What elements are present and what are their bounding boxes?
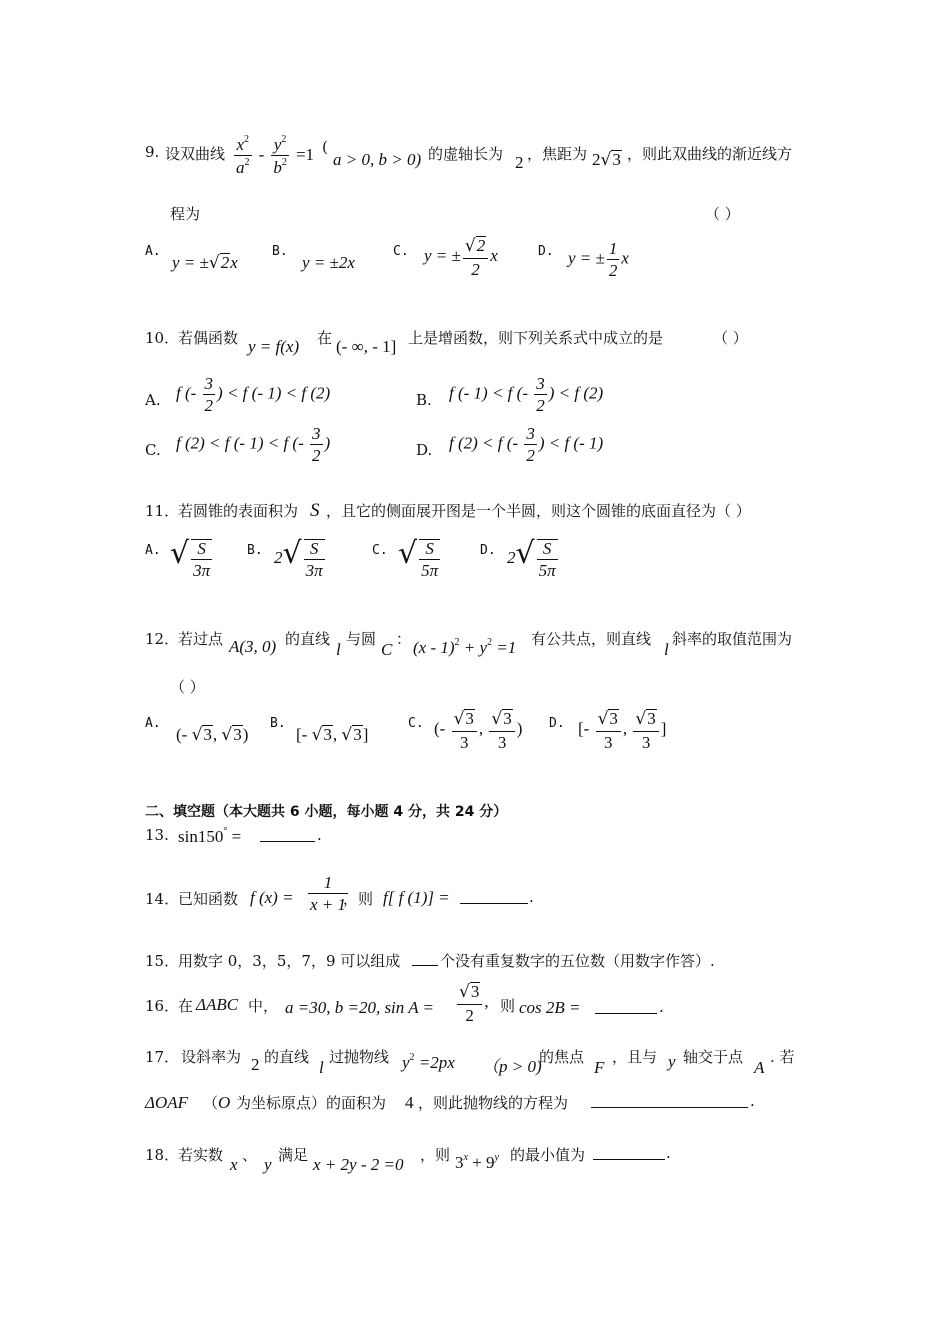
q9-hyperbola-equation: $\frac{x^2}{a^2}$ - $\frac{y^2}{b^2}$ =1: [236, 134, 315, 177]
q12-stem-prefix: 若过点: [178, 630, 224, 648]
q16-in: 在: [178, 997, 194, 1015]
q17-mid1: 的直线: [264, 1048, 310, 1066]
q9-axis-length: 2: [515, 153, 524, 172]
q10-interval: (- ∞, - 1]: [336, 337, 397, 356]
q9-option-a-label: A.: [145, 244, 161, 259]
q18-x-symbol: x: [230, 1155, 238, 1174]
q12-option-d: [- $\frac{√3}{3}$ , $\frac{√3}{3}$ ]: [578, 709, 667, 752]
q12-option-b: [- √3, √3]: [296, 725, 369, 745]
q18-stem-prefix: 若实数: [178, 1146, 224, 1164]
q12-answer-bracket: （ ）: [170, 678, 205, 696]
q10-option-b: f (- 1) < f (- $\frac{3}{2}$ ) < f (2): [449, 374, 604, 415]
q16-mid: 中，: [248, 997, 279, 1015]
q17-parabola: $y^2 =2px$: [402, 1052, 455, 1072]
q16-then: 则: [500, 997, 516, 1015]
q11-option-c: √ $\frac{S}{5\pi}$: [398, 536, 439, 581]
q12-option-c: (- $\frac{√3}{3}$ , $\frac{√3}{3}$ ): [434, 709, 523, 752]
q9-stem-mid2: ，焦距为: [527, 145, 588, 163]
q9-option-a: y = ±√2x: [172, 253, 238, 273]
section-2-title: 二、填空题（本大题共 6 小题，每小题 4 分，共 24 分）: [145, 804, 508, 820]
q17-mid2: 过抛物线: [329, 1048, 390, 1066]
q11-option-a: √ $\frac{S}{3\pi}$: [170, 536, 211, 581]
q12-option-a: (- √3, √3): [176, 725, 249, 745]
q16-cos-expression: cos 2B =: [519, 998, 581, 1017]
q12-line-symbol-2: l: [664, 640, 669, 659]
q18-mid: 满足: [278, 1146, 309, 1164]
q13-number: 13.: [145, 826, 169, 844]
q17-stem-prefix: 设斜率为: [181, 1048, 242, 1066]
q9-option-c-label: C.: [393, 244, 409, 259]
q18-constraint: x + 2y - 2 =0: [313, 1155, 404, 1174]
q18-expression: $3^x + 9^y$: [455, 1152, 499, 1172]
q12-number: 12．: [145, 630, 180, 648]
q15-stem-part2: 个没有重复数字的五位数（用数字作答）.: [440, 952, 715, 970]
q15-answer-blank[interactable]: [412, 951, 438, 970]
q12-colon: ：: [396, 630, 412, 648]
q16-number: 16．: [145, 997, 180, 1015]
q17-y-symbol: y: [668, 1052, 676, 1071]
q16-given: a =30, b =20, sin A =: [285, 998, 435, 1017]
q12-stem-mid1: 的直线: [285, 630, 331, 648]
q17-origin-symbol: O: [218, 1093, 231, 1112]
q17-number: 17．: [145, 1048, 180, 1066]
q18-answer-blank[interactable]: [593, 1145, 665, 1164]
q10-option-a-label: A.: [145, 391, 161, 409]
q17-line2-post: ，则此抛物线的方程为: [418, 1094, 569, 1112]
q9-focal-distance: 2√3: [592, 150, 621, 170]
q10-stem-prefix: 若偶函数: [178, 329, 239, 347]
q17-condition: （p > 0): [482, 1057, 542, 1076]
q18-post: 的最小值为: [510, 1146, 586, 1164]
q10-option-c-label: C.: [145, 441, 161, 459]
q10-stem-post: 上是增函数，则下列关系式中成立的是: [408, 329, 664, 347]
q12-circle-equation: $(x - 1)^2 + y^2 =1$: [413, 637, 517, 657]
q14-expression: f[ f (1)] =: [383, 888, 450, 907]
q9-stem-line2: 程为: [170, 205, 201, 223]
q17-triangle: ΔOAF: [145, 1093, 189, 1112]
q18-number: 18．: [145, 1146, 180, 1164]
q18-period: .: [666, 1144, 671, 1162]
q10-function: y = f(x): [248, 337, 300, 356]
q17-mid4: ，且与: [612, 1048, 658, 1066]
q14-stem-prefix: 已知函数: [178, 890, 239, 908]
q12-stem-post2: 斜率的取值范围为: [672, 630, 793, 648]
q13-expression: sin150° =: [178, 826, 242, 846]
q18-separator: 、: [242, 1146, 258, 1164]
q12-option-a-label: A.: [145, 716, 161, 731]
q17-line2-mid: 为坐标原点）的面积为: [236, 1094, 387, 1112]
q17-mid5: 轴交于点: [683, 1048, 744, 1066]
q10-in: 在: [317, 329, 333, 347]
q17-slope: 2: [251, 1055, 260, 1074]
q16-answer-blank[interactable]: [595, 999, 657, 1018]
q11-option-c-label: C.: [372, 543, 388, 558]
q11-option-a-label: A.: [145, 543, 161, 558]
q11-option-d-label: D.: [480, 543, 496, 558]
q9-answer-bracket: （ ）: [705, 205, 740, 223]
q10-option-a: f (- $\frac{3}{2}$ ) < f (- 1) < f (2): [176, 374, 331, 415]
q11-number: 11．: [145, 502, 180, 520]
q13-period: .: [317, 826, 322, 844]
q17-point-symbol: A: [754, 1058, 765, 1077]
q17-area: 4: [405, 1093, 414, 1112]
q9-option-d-label: D.: [538, 244, 554, 259]
q17-mid3: 的焦点: [539, 1048, 585, 1066]
q17-focus-symbol: F: [594, 1058, 605, 1077]
q12-option-d-label: D.: [549, 716, 565, 731]
q11-option-d: 2√ $\frac{S}{5\pi}$: [507, 536, 556, 581]
q9-option-d: y = ± $\frac{1}{2}$ x: [568, 239, 629, 280]
q9-open-paren: (: [322, 138, 328, 156]
q14-number: 14．: [145, 890, 180, 908]
q15-number: 15．: [145, 952, 180, 970]
q14-stem-mid: ，则: [343, 890, 374, 908]
q15-stem-part1: 用数字 0，3，5，7，9 可以组成: [178, 952, 401, 970]
q11-option-b-label: B.: [247, 543, 263, 558]
q14-answer-blank[interactable]: [460, 889, 528, 908]
q9-stem-prefix: 设双曲线: [165, 145, 226, 163]
q17-line-symbol: l: [319, 1058, 324, 1077]
q9-option-c: y = ± $\frac{√2}{2}$ x: [424, 236, 498, 279]
q14-period: .: [529, 888, 534, 906]
q17-period: .: [750, 1092, 755, 1110]
q10-option-d-label: D.: [416, 441, 433, 459]
q10-answer-bracket: （ ）: [713, 329, 748, 347]
q11-stem-post: ，且它的侧面展开图是一个半圆，则这个圆锥的底面直径为（ ）: [326, 502, 751, 520]
q12-stem-post: 有公共点，则直线: [531, 630, 652, 648]
q9-option-b: y = ±2x: [302, 253, 355, 272]
q11-stem-prefix: 若圆锥的表面积为: [178, 502, 299, 520]
q9-condition: a > 0, b > 0): [333, 150, 422, 169]
q14-function-fraction: $\frac{1}{x + 1}$: [310, 873, 347, 914]
q12-option-b-label: B.: [270, 716, 286, 731]
q10-option-b-label: B.: [416, 391, 432, 409]
q9-stem-mid1: 的虚轴长为: [428, 145, 504, 163]
q12-line-symbol: l: [336, 640, 341, 659]
q16-period: .: [659, 998, 664, 1016]
q12-circle-symbol: C: [381, 640, 393, 659]
q11-option-b: 2√ $\frac{S}{3\pi}$: [274, 536, 323, 581]
q11-area-symbol: S: [310, 500, 320, 521]
q18-mid2: ，则: [420, 1146, 451, 1164]
q9-number: 9.: [145, 143, 160, 161]
q12-stem-mid2: 与圆: [346, 630, 377, 648]
q16-triangle: ΔABC: [196, 995, 239, 1014]
q14-function-lhs: f (x) =: [250, 888, 294, 907]
q17-post: . 若: [770, 1048, 795, 1066]
q16-sin-fraction: $\frac{√3}{2}$ ,: [459, 982, 489, 1025]
q17-line2-open: （: [203, 1094, 219, 1112]
q12-option-c-label: C.: [408, 716, 424, 731]
q9-stem-post: ，则此双曲线的渐近线方: [627, 145, 793, 163]
q13-answer-blank[interactable]: [260, 827, 315, 846]
q10-option-d: f (2) < f (- $\frac{3}{2}$ ) < f (- 1): [449, 424, 604, 465]
q10-number: 10．: [145, 329, 180, 347]
q9-option-b-label: B.: [272, 244, 288, 259]
q17-answer-blank[interactable]: [591, 1093, 748, 1112]
q10-option-c: f (2) < f (- 1) < f (- $\frac{3}{2}$ ): [176, 424, 331, 465]
q18-y-symbol: y: [264, 1155, 272, 1174]
q12-point: A(3, 0): [229, 637, 277, 656]
